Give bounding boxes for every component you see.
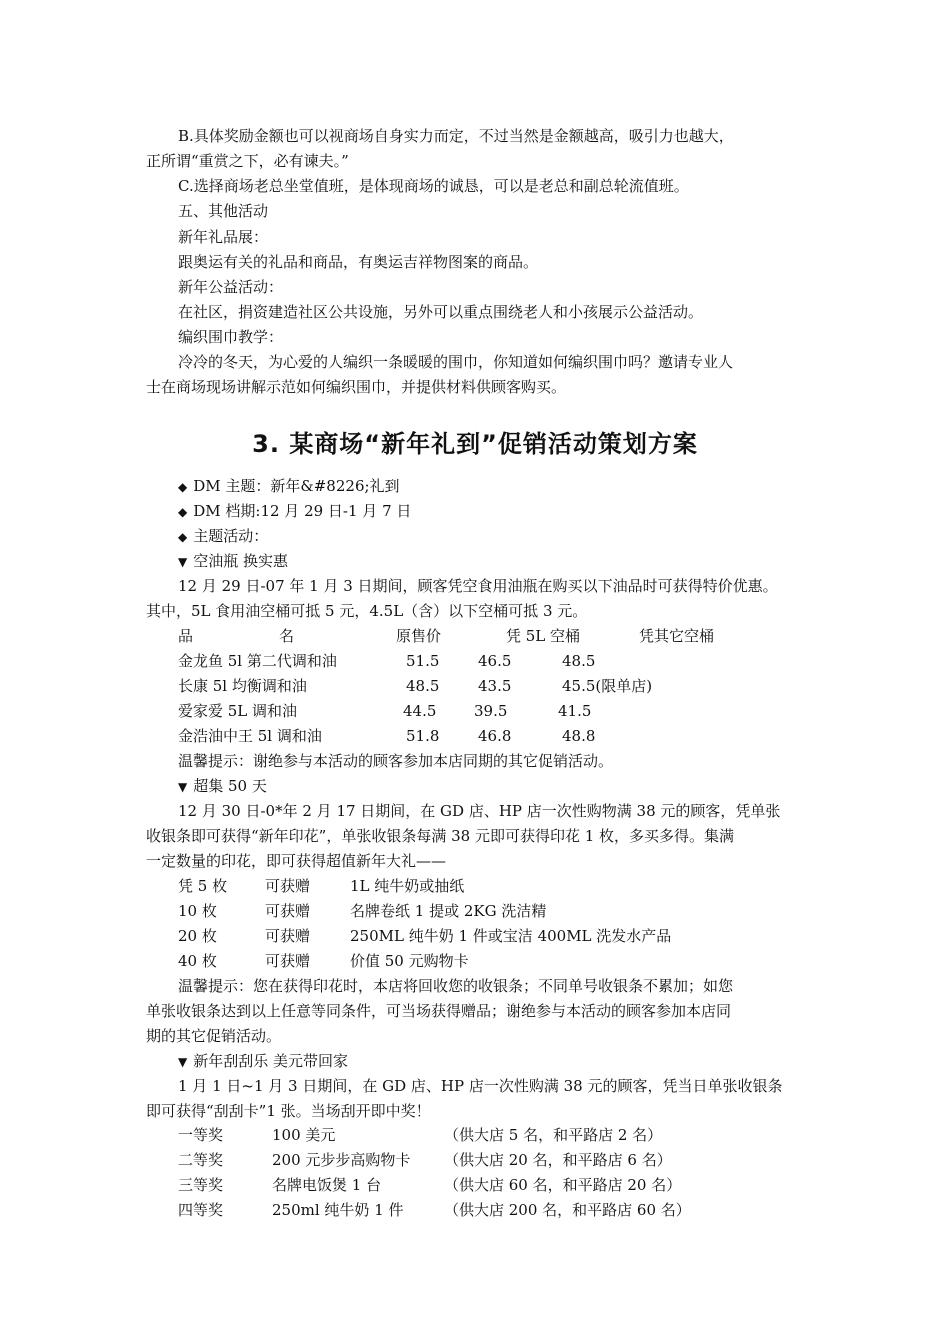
oil-row-4-5l: 46.8 <box>478 727 512 745</box>
prize-row-2-prize: 200 元步步高购物卡 <box>272 1151 411 1169</box>
dm-theme-text: DM 主题：新年&#8226;礼到 <box>193 477 400 495</box>
oil-bottle-title-text: 空油瓶 换实惠 <box>193 552 289 570</box>
oil-row-3-other: 41.5 <box>558 702 592 720</box>
oil-row-1-5l: 46.5 <box>478 652 512 670</box>
stamp-row-1-label: 可获赠 <box>265 877 311 895</box>
triangle-bullet-icon: ▼ <box>178 1055 188 1069</box>
prize-row-4-quota: （供大店 200 名，和平路店 60 名） <box>444 1201 691 1219</box>
prize-row-4-prize: 250ml 纯牛奶 1 件 <box>272 1201 404 1219</box>
oil-desc-line-2: 其中，5L 食用油空桶可抵 5 元，4.5L（含）以下空桶可抵 3 元。 <box>146 602 588 620</box>
diamond-bullet-icon: ◆ <box>178 505 188 519</box>
oil-row-3-name: 爱家爱 5L 调和油 <box>178 702 298 720</box>
stamp-row-3-label: 可获赠 <box>265 927 311 945</box>
oil-desc-line-1: 12 月 29 日-07 年 1 月 3 日期间，顾客凭空食用油瓶在购买以下油品时可获得特价优惠。 <box>178 577 778 595</box>
main-activity-item <box>178 526 810 547</box>
oil-row-3-price: 44.5 <box>403 702 437 720</box>
prize-row-2-rank: 二等奖 <box>178 1151 224 1169</box>
section-heading: 3. 某商场“新年礼到”促销活动策划方案 <box>252 430 698 458</box>
stamp-row-4-count: 40 枚 <box>178 952 217 970</box>
prize-row-3-prize: 名牌电饭煲 1 台 <box>272 1176 382 1194</box>
oil-row-3-5l: 39.5 <box>474 702 508 720</box>
oil-row-4-name: 金浩油中王 5l 调和油 <box>178 727 322 745</box>
stamp-row-2-label: 可获赠 <box>265 902 311 920</box>
dm-theme-item <box>178 476 810 497</box>
dm-period-item <box>178 501 810 522</box>
stamp-row-1-count: 凭 5 枚 <box>178 877 228 895</box>
gift-show-text: 跟奥运有关的礼品和商品，有奥运吉祥物图案的商品。 <box>178 253 539 271</box>
stamp-tip-line-2: 单张收银条达到以上任意等同条件，可当场获得赠品；谢绝参与本活动的顾客参加本店同 <box>146 1002 732 1020</box>
oil-tip: 温馨提示：谢绝参与本活动的顾客参加本店同期的其它促销活动。 <box>178 752 614 770</box>
stamp-row-4-label: 可获赠 <box>265 952 311 970</box>
prize-row-1-rank: 一等奖 <box>178 1126 224 1144</box>
dm-period-text: DM 档期:12 月 29 日-1 月 7 日 <box>193 502 412 520</box>
diamond-bullet-icon: ◆ <box>178 480 188 494</box>
main-activity-text: 主题活动： <box>193 527 269 545</box>
stamp-title-text: 超集 50 天 <box>193 777 267 795</box>
oil-row-1-name: 金龙鱼 5l 第二代调和油 <box>178 652 337 670</box>
scarf-line-1: 冷冷的冬天，为心爱的人编织一条暖暖的围巾，你知道如何编织围巾吗？邀请专业人 <box>178 353 734 371</box>
section-b-line-2: 正所谓“重赏之下，必有谏夫。” <box>146 152 349 170</box>
stamp-desc-line-2: 收银条即可获得“新年印花”，单张收银条每满 38 元即可获得印花 1 枚，多买多得。集满 <box>146 827 735 845</box>
stamp-row-3-count: 20 枚 <box>178 927 217 945</box>
oil-row-4-price: 51.8 <box>406 727 440 745</box>
triangle-bullet-icon: ▼ <box>178 555 188 569</box>
scratch-desc-line-1: 1 月 1 日~1 月 3 日期间，在 GD 店、HP 店一次性购满 38 元的顾客，凭当日单张收银条 <box>178 1077 783 1095</box>
scratch-desc-line-2: 即可获得“刮刮卡”1 张。当场刮开即中奖！ <box>146 1102 431 1120</box>
oil-row-2-5l: 43.5 <box>478 677 512 695</box>
prize-row-4-rank: 四等奖 <box>178 1201 224 1219</box>
oil-table-header-other: 凭其它空桶 <box>639 627 715 645</box>
scratch-title <box>178 1051 810 1072</box>
oil-row-4-other: 48.8 <box>562 727 596 745</box>
prize-row-3-quota: （供大店 60 名，和平路店 20 名） <box>444 1176 682 1194</box>
scratch-title-text: 新年刮刮乐 美元带回家 <box>193 1052 349 1070</box>
section-b-line-1: B.具体奖励金额也可以视商场自身实力而定，不过当然是金额越高，吸引力也越大， <box>178 127 734 145</box>
oil-row-2-other: 45.5(限单店) <box>562 677 653 695</box>
prize-row-3-rank: 三等奖 <box>178 1176 224 1194</box>
charity-text: 在社区，捐资建造社区公共设施，另外可以重点围绕老人和小孩展示公益活动。 <box>178 303 704 321</box>
scarf-line-2: 士在商场现场讲解示范如何编织围巾，并提供材料供顾客购买。 <box>146 378 567 396</box>
oil-bottle-title <box>178 551 810 572</box>
other-activities-title: 五、其他活动 <box>178 202 269 220</box>
charity-title: 新年公益活动： <box>178 278 284 296</box>
oil-table-header-product-2: 名 <box>279 627 295 645</box>
stamp-title <box>178 776 810 797</box>
triangle-bullet-icon: ▼ <box>178 780 188 794</box>
stamp-desc-line-3: 一定数量的印花，即可获得超值新年大礼—— <box>146 852 447 870</box>
oil-row-2-name: 长康 5l 均衡调和油 <box>178 677 307 695</box>
oil-row-1-other: 48.5 <box>562 652 596 670</box>
stamp-row-2-gift: 名牌卷纸 1 提或 2KG 洗洁精 <box>350 902 547 920</box>
stamp-row-4-gift: 价值 50 元购物卡 <box>350 952 469 970</box>
gift-show-title: 新年礼品展： <box>178 228 269 246</box>
diamond-bullet-icon: ◆ <box>178 530 188 544</box>
stamp-desc-line-1: 12 月 30 日-0*年 2 月 17 日期间，在 GD 店、HP 店一次性购物满 38 元的顾客，凭单张 <box>178 802 781 820</box>
stamp-row-3-gift: 250ML 纯牛奶 1 件或宝洁 400ML 洗发水产品 <box>350 927 672 945</box>
section-c: C.选择商场老总坐堂值班，是体现商场的诚恳，可以是老总和副总轮流值班。 <box>178 177 689 195</box>
oil-table-header-product-1: 品 <box>178 627 194 645</box>
oil-table-header-5l: 凭 5L 空桶 <box>506 627 581 645</box>
stamp-tip-line-3: 期的其它促销活动。 <box>146 1027 282 1045</box>
oil-row-1-price: 51.5 <box>406 652 440 670</box>
scarf-title: 编织围巾教学： <box>178 328 284 346</box>
stamp-row-2-count: 10 枚 <box>178 902 217 920</box>
stamp-tip-line-1: 温馨提示：您在获得印花时，本店将回收您的收银条；不同单号收银条不累加；如您 <box>178 977 734 995</box>
stamp-row-1-gift: 1L 纯牛奶或抽纸 <box>350 877 465 895</box>
prize-row-1-prize: 100 美元 <box>272 1126 336 1144</box>
prize-row-2-quota: （供大店 20 名，和平路店 6 名） <box>444 1151 672 1169</box>
oil-table-header-price: 原售价 <box>396 627 442 645</box>
prize-row-1-quota: （供大店 5 名，和平路店 2 名） <box>444 1126 663 1144</box>
oil-row-2-price: 48.5 <box>406 677 440 695</box>
